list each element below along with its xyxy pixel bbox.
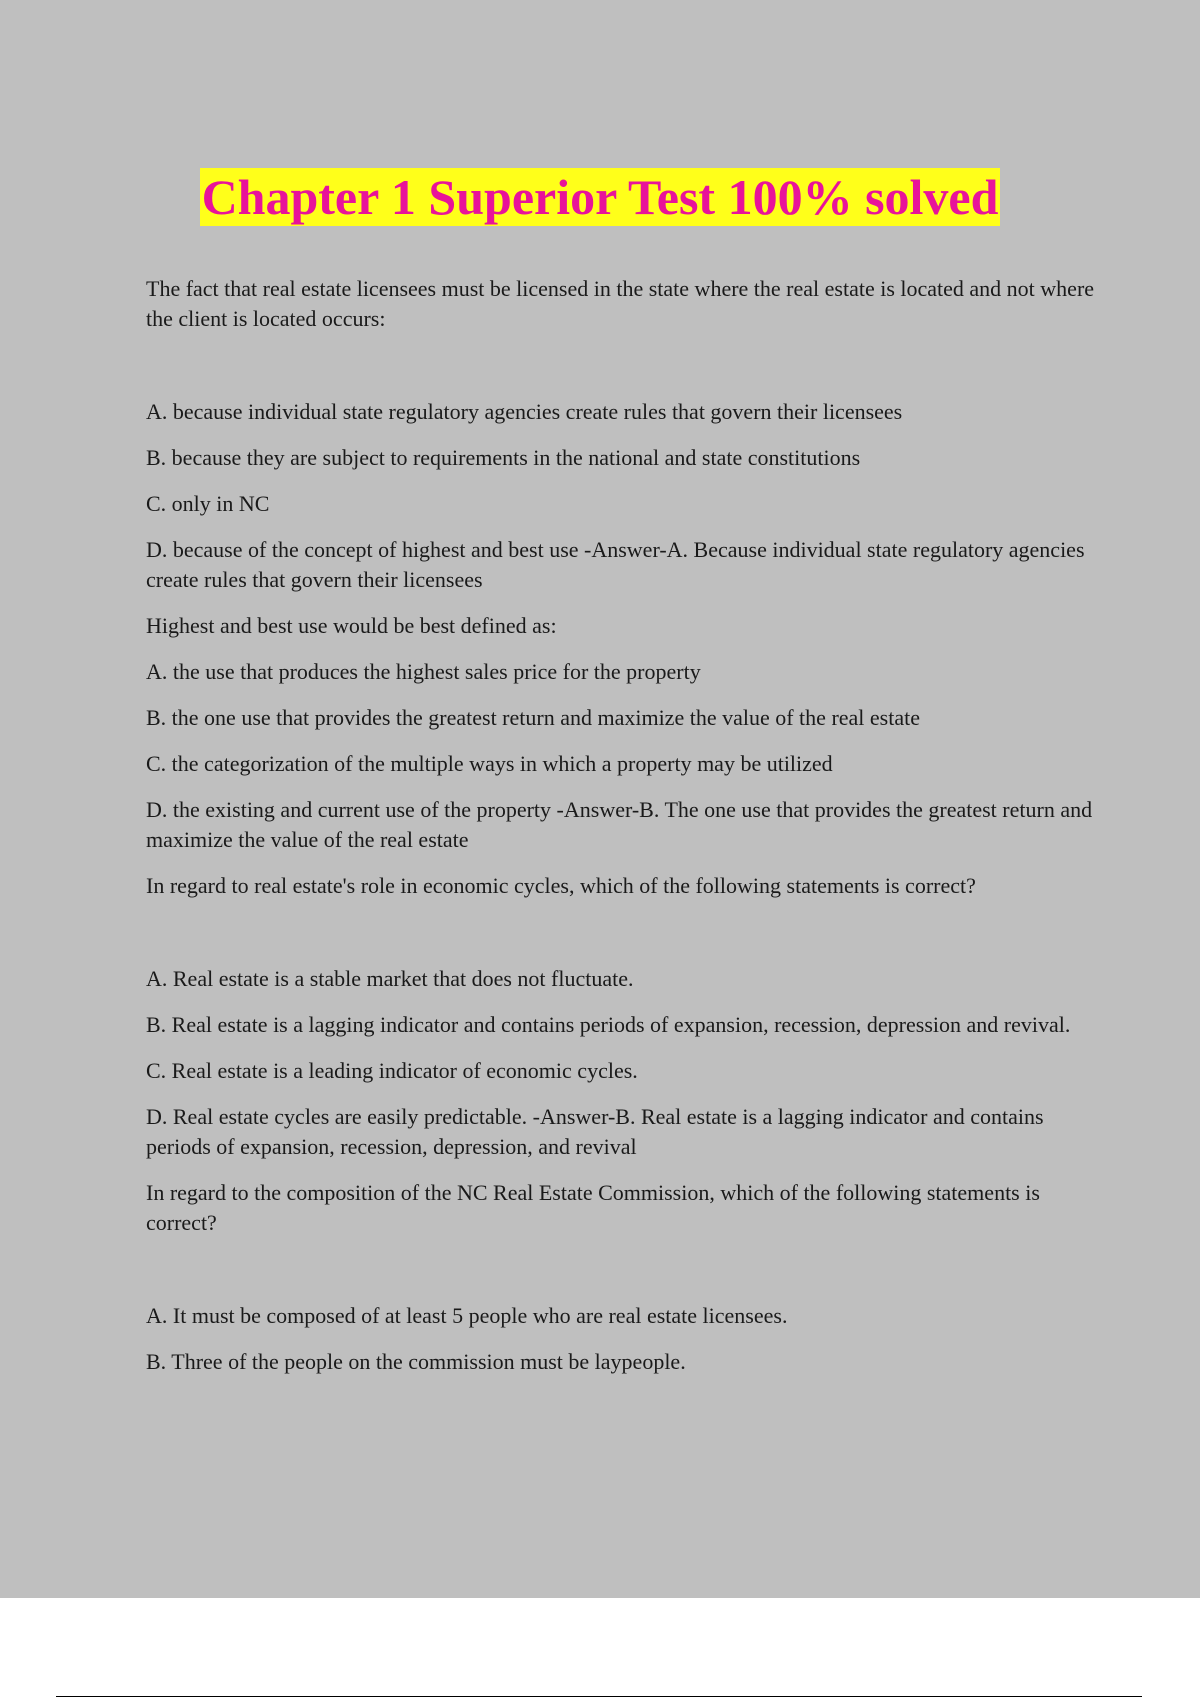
question-4: In regard to the composition of the NC Real Estate Commission, which of the following statements is correct? (146, 1180, 1040, 1235)
document-content (146, 274, 1096, 1377)
q1-option-c: C. only in NC (146, 491, 270, 516)
title-wrap (0, 168, 1200, 226)
q3-option-b: B. Real estate is a lagging indicator and contains periods of expansion, recession, depression and revival. (146, 1012, 1071, 1037)
q3-option-a: A. Real estate is a stable market that does not fluctuate. (146, 966, 634, 991)
q4-option-a: A. It must be composed of at least 5 people who are real estate licensees. (146, 1303, 788, 1328)
q3-option-d-answer: D. Real estate cycles are easily predictable. -Answer-B. Real estate is a lagging indicator and contains periods of expansion, recession, depression, and revival (146, 1104, 1044, 1159)
bottom-divider (56, 1696, 1142, 1697)
question-3: In regard to real estate's role in economic cycles, which of the following statements is correct? (146, 873, 976, 898)
question-1: The fact that real estate licensees must be licensed in the state where the real estate is located and not where the client is located occurs: (146, 276, 1095, 331)
question-2: Highest and best use would be best defined as: (146, 613, 557, 638)
q1-option-b: B. because they are subject to requirements in the national and state constitutions (146, 445, 861, 470)
q3-option-c: C. Real estate is a leading indicator of economic cycles. (146, 1058, 638, 1083)
q1-option-d-answer: D. because of the concept of highest and best use -Answer-A. Because individual state regulatory agencies create rules that govern their licensees (146, 537, 1085, 592)
q2-option-b: B. the one use that provides the greatest return and maximize the value of the real estate (146, 705, 920, 730)
q2-option-d-answer: D. the existing and current use of the property -Answer-B. The one use that provides the greatest return and maximize the value of the real estate (146, 797, 1093, 852)
q1-option-a: A. because individual state regulatory agencies create rules that govern their licensees (146, 399, 903, 424)
q4-option-b: B. Three of the people on the commission must be laypeople. (146, 1349, 686, 1374)
page-title: Chapter 1 Superior Test 100% solved (201, 169, 999, 225)
q2-option-a: A. the use that produces the highest sales price for the property (146, 659, 701, 684)
q2-option-c: C. the categorization of the multiple ways in which a property may be utilized (146, 751, 833, 776)
